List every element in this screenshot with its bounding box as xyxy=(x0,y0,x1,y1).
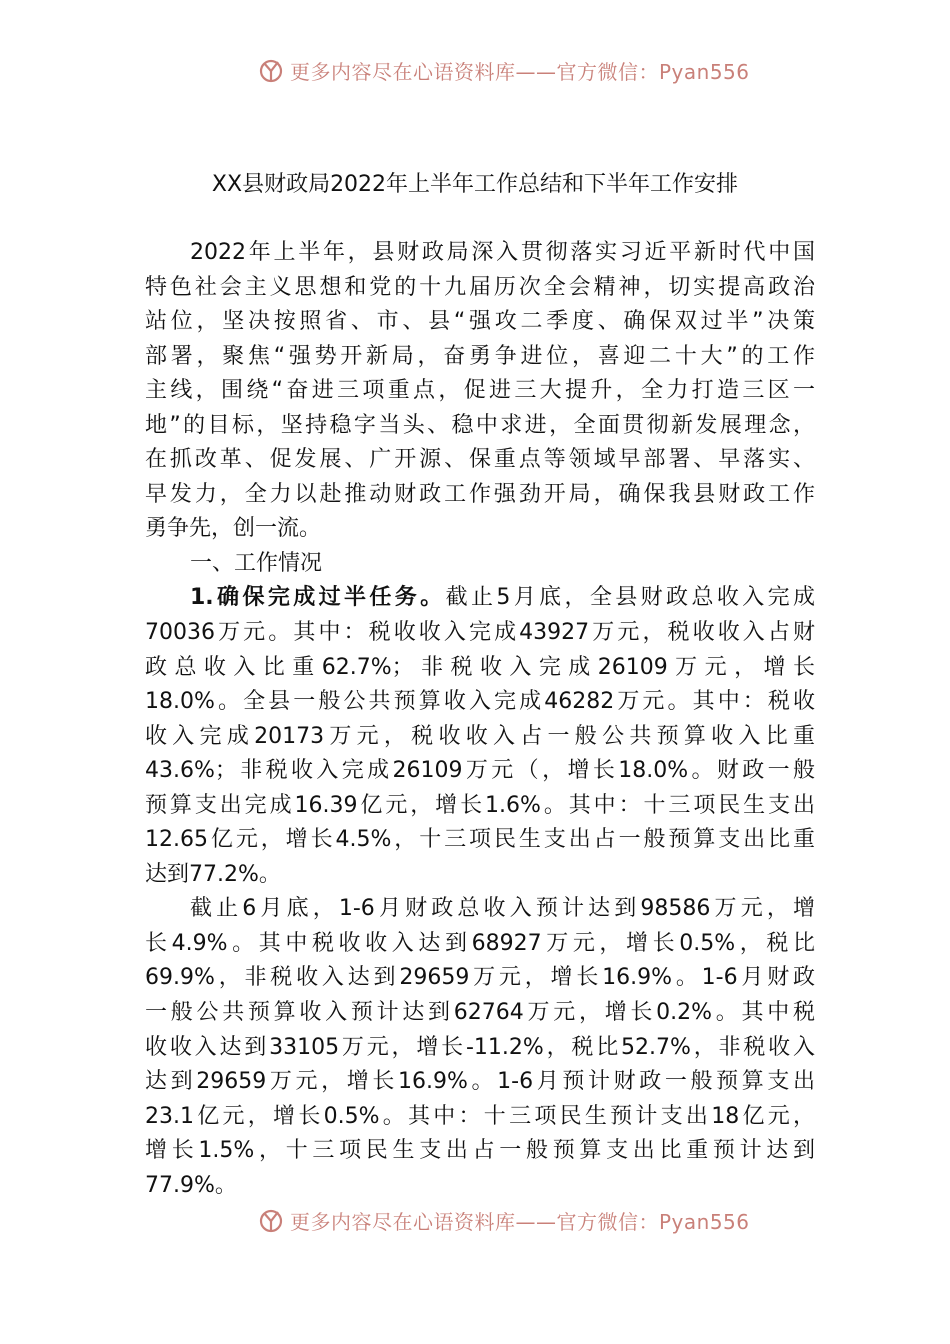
intro-line: 地”的目标，坚持稳字当头、稳中求进，全面贯彻新发展理念， xyxy=(145,412,815,438)
intro-line: 主线，围绕“奋进三项重点，促进三大提升，全力打造三区一 xyxy=(145,378,815,404)
document-body xyxy=(145,236,815,1203)
para2-line: 达到29659万元，增长16.9%。1-6月预计财政一般预算支出 xyxy=(145,1069,815,1095)
item1-line: 预算支出完成16.39亿元，增长1.6%。其中：十三项民生支出 xyxy=(145,792,815,818)
item1-heading: 1.确保完成过半任务。 xyxy=(190,585,446,611)
item1-line: 12.65亿元，增长4.5%，十三项民生支出占一般预算支出比重 xyxy=(145,827,815,853)
header-watermark xyxy=(258,55,750,85)
para2-line: 23.1亿元，增长0.5%。其中：十三项民生预计支出18亿元， xyxy=(145,1103,815,1129)
footer-watermark xyxy=(258,1205,750,1235)
intro-line: 部署，聚焦“强势开新局，奋勇争进位，喜迎二十大”的工作 xyxy=(145,343,815,369)
item1-line: 收入完成20173万元，税收收入占一般公共预算收入比重 xyxy=(145,723,815,749)
intro-line: 在抓改革、促发展、广开源、保重点等领域早部署、早落实、 xyxy=(145,447,815,473)
item1-line: 43.6%；非税收入完成26109万元（，增长18.0%。财政一般 xyxy=(145,758,815,784)
intro-line: 站位，坚决按照省、市、县“强攻二季度、确保双过半”决策 xyxy=(145,309,815,335)
intro-line: 勇争先，创一流。 xyxy=(145,516,322,542)
intro-line: 特色社会主义思想和党的十九届历次全会精神，切实提高政治 xyxy=(145,274,815,300)
item1-first-line xyxy=(145,581,815,616)
para2-line: 一般公共预算收入预计达到62764万元，增长0.2%。其中税 xyxy=(145,1000,815,1026)
item1-line: 18.0%。全县一般公共预算收入完成46282万元。其中：税收 xyxy=(145,689,815,715)
logo-icon xyxy=(258,57,284,83)
para2-line: 增长1.5%，十三项民生支出占一般预算支出比重预计达到 xyxy=(145,1138,815,1164)
watermark-text: 更多内容尽在心语资料库——官方微信：Pyan556 xyxy=(290,59,750,84)
para2-line: 69.9%，非税收入达到29659万元，增长16.9%。1-6月财政 xyxy=(145,965,815,991)
watermark-text: 更多内容尽在心语资料库——官方微信：Pyan556 xyxy=(290,1209,750,1234)
logo-icon xyxy=(258,1207,284,1233)
item1-line: 达到77.2%。 xyxy=(145,861,281,887)
section-heading: 一、工作情况 xyxy=(190,550,323,576)
document-title: XX县财政局2022年上半年工作总结和下半年工作安排 xyxy=(211,172,739,197)
item1-line: 截止5月底，全县财政总收入完成 xyxy=(445,585,816,611)
para2-line: 77.9%。 xyxy=(145,1172,237,1198)
item1-line: 70036万元。其中：税收收入完成43927万元，税收收入占财 xyxy=(145,620,815,646)
intro-line: 2022年上半年，县财政局深入贯彻落实习近平新时代中国 xyxy=(190,240,815,265)
para2-line: 收收入达到33105万元，增长-11.2%，税比52.7%，非税收入 xyxy=(145,1034,815,1060)
para2-line: 截止6月底，1-6月财政总收入预计达到98586万元，增 xyxy=(190,896,815,922)
para2-line: 长4.9%。其中税收收入达到68927万元，增长0.5%，税比 xyxy=(145,930,815,956)
intro-line: 早发力，全力以赴推动财政工作强劲开局，确保我县财政工作 xyxy=(145,481,815,507)
item1-line: 政总收入比重62.7%；非税收入完成26109万元，增长 xyxy=(145,654,815,680)
